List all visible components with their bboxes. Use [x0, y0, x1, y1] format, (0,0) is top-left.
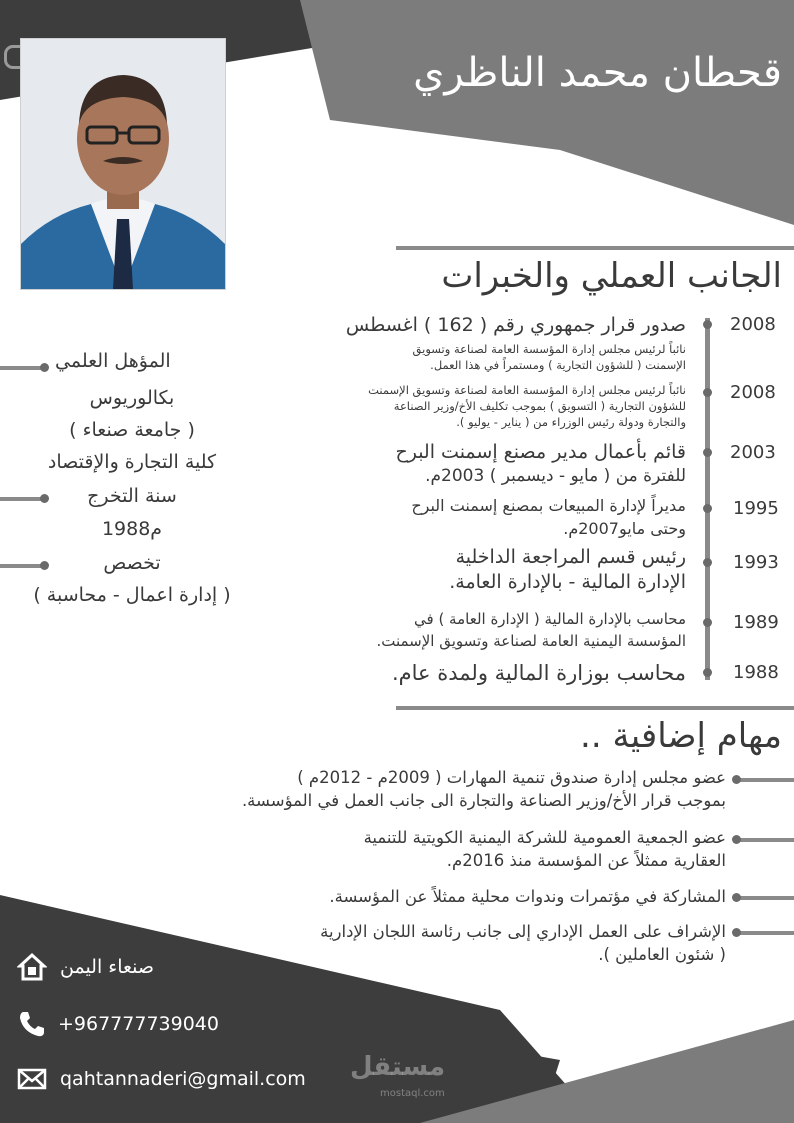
timeline-year: 2008 [730, 314, 776, 335]
graduation-title: سنة التخرج [87, 485, 177, 507]
timeline-entry-title: محاسب بوزارة المالية ولمدة عام. [391, 661, 686, 685]
detail-line: قائم بأعمال مدير مصنع إسمنت البرح [395, 441, 686, 463]
graduation-year: 1988م [101, 518, 163, 540]
timeline-entry-title: صدور قرار جمهوري رقم ( 162 ) اغسطس [345, 314, 686, 336]
timeline-year: 1993 [733, 552, 779, 573]
task-line-text: ( شئون العاملين ). [598, 945, 726, 965]
major-title: تخصص [103, 552, 161, 574]
detail-line: رئيس قسم المراجعة الداخلية [455, 546, 686, 568]
timeline-dot [703, 448, 712, 457]
timeline-year: 1989 [733, 612, 779, 633]
timeline-entry-detail [246, 494, 686, 540]
timeline-year: 2008 [730, 382, 776, 403]
major: ( إدارة اعمال - محاسبة ) [33, 584, 231, 606]
detail-line: مديراً لإدارة المبيعات بمصنع إسمنت البرح [411, 496, 686, 515]
detail-line: الإسمنت ( للشؤون التجارية ) ومستمراً في هذا العمل. [430, 358, 686, 373]
tasks-title: مهام إضافية .. [580, 716, 782, 756]
task-line-text: المشاركة في مؤتمرات وندوات محلية ممثلاً عن المؤسسة. [329, 887, 726, 906]
university: ( جامعة صنعاء ) [69, 419, 195, 441]
mail-icon [17, 1064, 47, 1094]
timeline-dot [703, 668, 712, 677]
qualification-title: المؤهل العلمي [55, 350, 171, 372]
timeline-year: 1995 [733, 498, 779, 519]
detail-line: للشؤون التجارية ( التسويق ) بموجب تكليف الأخ/وزير الصناعة [393, 399, 686, 414]
detail-line: المؤسسة اليمنية العامة لصناعة وتسويق الإسمنت. [376, 631, 686, 650]
timeline-dot [703, 388, 712, 397]
task-line-text: عضو مجلس إدارة صندوق تنمية المهارات ( 2009م - 2012م ) [297, 768, 726, 787]
experience-divider [396, 246, 794, 250]
detail-line: والتجارة ودولة رئيس الوزراء من ( يناير - يوليو ). [456, 415, 686, 430]
phone[interactable]: +967777739040 [58, 1013, 219, 1035]
profile-photo [20, 38, 226, 290]
timeline-entry-detail [246, 545, 686, 594]
task-line-text: العقارية ممثلاً عن المؤسسة منذ 2016م. [446, 851, 726, 871]
side-line [0, 366, 42, 370]
detail-line: وحتى مايو2007م. [563, 519, 686, 539]
home-icon [17, 952, 47, 982]
address: صنعاء اليمن [60, 956, 155, 978]
college: كلية التجارة والإقتصاد [47, 451, 217, 473]
detail-line: الإدارة المالية - بالإدارة العامة. [449, 570, 686, 593]
timeline-entry-detail [226, 609, 686, 653]
person-name: قحطان محمد الناظري [413, 50, 782, 96]
experience-title: الجانب العملي والخبرات [441, 256, 782, 296]
timeline-entry-detail [246, 341, 686, 373]
watermark-site: mostaql.com [380, 1088, 445, 1099]
timeline-dot [703, 504, 712, 513]
task-line-text: عضو الجمعية العمومية للشركة اليمنية الكويتية للتنمية [363, 828, 726, 847]
timeline-dot [703, 618, 712, 627]
task-bullet [732, 928, 741, 937]
email[interactable]: qahtannaderi@gmail.com [60, 1068, 306, 1090]
watermark-logo: مستقل [350, 1052, 446, 1082]
task-item [86, 826, 726, 872]
task-line [740, 896, 794, 900]
detail-line: نائباً لرئيس مجلس إدارة المؤسسة العامة لصناعة وتسويق الإسمنت [368, 383, 686, 397]
detail-line: نائباً لرئيس مجلس إدارة المؤسسة العامة لصناعة وتسويق [412, 342, 686, 356]
detail-line: محاسب بالإدارة المالية ( الإدارة العامة ) في [414, 610, 686, 628]
task-line [740, 838, 794, 842]
task-item [86, 766, 726, 812]
task-item [86, 920, 726, 966]
task-line-text: بموجب قرار الأخ/وزير الصناعة والتجارة الى جانب العمل في المؤسسة. [241, 791, 726, 811]
task-bullet [732, 775, 741, 784]
task-bullet [732, 835, 741, 844]
timeline-year: 1988 [733, 662, 779, 683]
task-line-text: الإشراف على العمل الإداري إلى جانب رئاسة اللجان الإدارية [320, 922, 726, 941]
task-bullet [732, 893, 741, 902]
side-dot [40, 363, 49, 372]
task-item [86, 885, 726, 908]
degree: بكالوريوس [89, 387, 175, 409]
timeline-dot [703, 320, 712, 329]
task-line [740, 931, 794, 935]
tasks-divider [396, 706, 794, 710]
timeline-entry-detail [246, 382, 686, 430]
detail-line: للفترة من ( مايو - ديسمبر ) 2003م. [425, 465, 686, 486]
task-line [740, 778, 794, 782]
timeline-entry-detail [246, 440, 686, 487]
timeline-year: 2003 [730, 442, 776, 463]
timeline-dot [703, 558, 712, 567]
phone-icon [17, 1009, 47, 1039]
